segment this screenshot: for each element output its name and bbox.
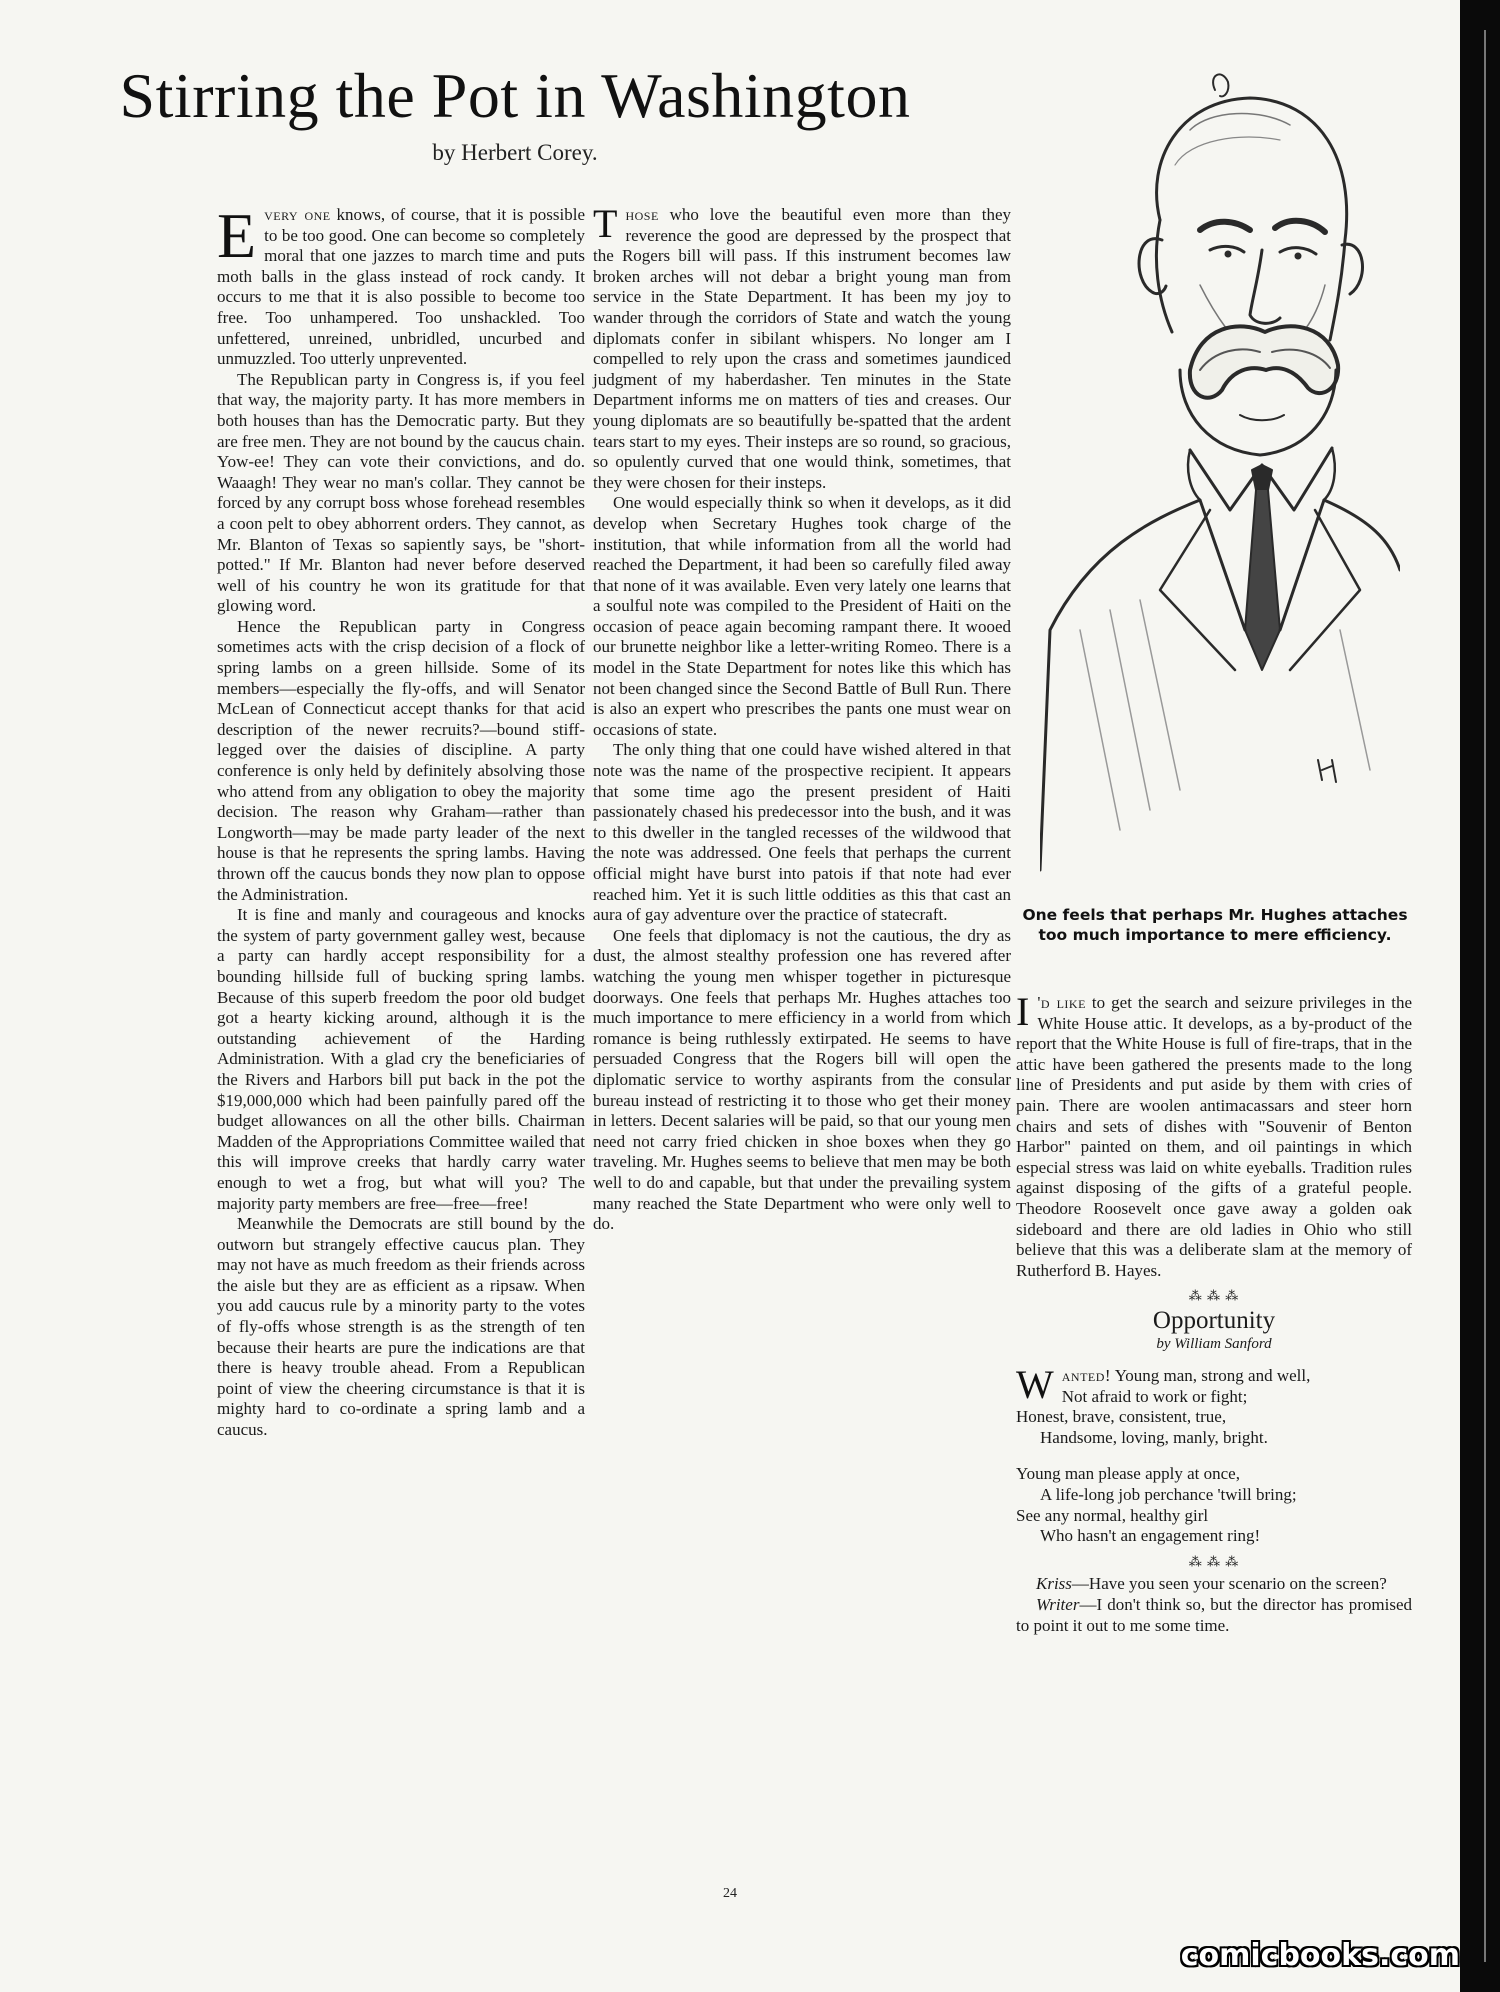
dialog-text: —Have you seen your scenario on the screen? <box>1071 1574 1387 1594</box>
joke-dialog <box>1016 1574 1412 1636</box>
column-2 <box>593 201 1011 1235</box>
paragraph: It is fine and manly and courageous and knocks the system of party government galley west, because a party can hardly accept responsibility for a bounding hillside full of bucking spring lambs. Because of this superb freedom the poor old budget got a hearty kicking around, although it is the outstanding achievement of the Harding Administration. With a glad cry the beneficiaries of the Rivers and Harbors bill put back in the pot the $19,000,000 which had been painfully pared off the budget allowances on all the other bills. Chairman Madden of the Appropriations Committee wailed that this will improve creeks that hardly carry water enough to wet a frog, but what will you? The majority party members are free—free—free! <box>217 905 585 1213</box>
article-title: Stirring the Pot in Washington <box>119 60 911 131</box>
lead-in: very one <box>264 205 331 224</box>
poem-title: Opportunity <box>1152 1306 1276 1334</box>
lead-in: 'd like <box>1037 993 1086 1012</box>
paragraph-text: knows, of course, that it is possible to be too good. One can become so completely moral that one jazzes to march time and puts moth balls in the glass instead of rock candy. It occurs to me that it is also possible to become too free. Too unhampered. Too unshackled. Too unfettered, unreined, unbridled, uncurbed and unmuzzled. Too utterly unprevented. <box>217 205 586 369</box>
watermark: comicbooks.com <box>1180 1938 1460 1973</box>
dialog-text: —I don't think so, but the director has promised to point it out to me some time. <box>1016 1595 1412 1635</box>
paragraph: One would especially think so when it develops, as it did develop when Secretary Hughes took charge of the institution, that while information from all the world had reached the Department, it had been so carefully filed away that none of it was available. Even very lately one learns that a soulful note was compiled to the President of Haiti on the occasion of peace again becoming rampant there. It wooed our brunette neighbor like a letter-writing Romeo. There is a model in the State Department for notes like this which has not been changed since the Second Battle of Bull Run. There is also an expert who prescribes the pants one must wear on occasions of state. <box>593 493 1011 739</box>
section-separator: ⁂ ⁂ ⁂ <box>1188 1288 1240 1304</box>
lead-in: anted! <box>1061 1366 1112 1386</box>
poem-line-text: Young man, strong and well, <box>1111 1366 1311 1386</box>
poem-line: Not afraid to work or fight; <box>1061 1386 1248 1406</box>
paragraph <box>593 201 1011 493</box>
speaker: Kriss <box>1036 1574 1072 1594</box>
illustration-caption: One feels that perhaps Mr. Hughes attaches too much importance to mere efficiency. <box>1022 906 1408 944</box>
dialog-line <box>1016 1574 1412 1595</box>
edge-line <box>1484 30 1486 1962</box>
paragraph: The only thing that one could have wished altered in that note was the name of the prospective recipient. It appears that some time ago the present president of Haiti passionately chased his predecessor into the bush, and it was to this dweller in the tangled recesses of the wildwood that the note was addressed. One feels that perhaps the current official might have burst into patois if that note had ever reached him. Yet it is such little oddities as this that cast an aura of gay adventure over the practice of statecraft. <box>593 740 1011 925</box>
paragraph-text: to get the search and seizure privileges in the White House attic. It develops, as a by-product of the report that the White House is full of fire-traps, that in the attic have been gathered the presents made to the long line of Presidents and put aside by them with cries of pain. There are woolen antimacassars and steer horn chairs and sets of dishes with "Souvenir of Benton Harbor" painted on them, and oil paintings in which especial stress was laid on white eyeballs. Tradition rules against disposing of the gifts of a grateful people. Theodore Roosevelt once gave away a golden oak sideboard and there are old ladies in Ohio who still believe that this was a deliberate slam at the memory of Rutherford B. Hayes. <box>1016 993 1412 1280</box>
drop-cap: I <box>1016 989 1030 1034</box>
paragraph <box>217 200 586 370</box>
article-byline: by Herbert Corey. <box>432 140 598 165</box>
poem-line: A life-long job perchance 'twill bring; <box>1040 1485 1297 1505</box>
drop-cap: T <box>593 201 618 246</box>
lead-in: hose <box>625 205 659 224</box>
paragraph-text: who love the beautiful even more than they reverence the good are depressed by the prospect that the Rogers bill will pass. If this instrument becomes law broken arches will not debar a bright young man from service in the State Department. It has been my joy to wander through the corridors of State and watch the young diplomats confer in sibilant whispers. No longer am I compelled to rely upon the crass and sometimes jaundiced judgment of my haberdasher. Ten minutes in the State Department informs me on matters of ties and creases. Our young diplomats are so beautifully be-spatted that the ardent tears start to my eyes. Their insteps are so round, so gracious, so opulently curved that one would think, sometimes, that they were chosen for their insteps. <box>593 205 1011 492</box>
poem-line: See any normal, healthy girl <box>1016 1505 1209 1525</box>
paragraph: One feels that diplomacy is not the cautious, the dry as dust, the almost stealthy profession one has revered after watching the young men whisper together in picturesque doorways. One feels that perhaps Mr. Hughes attaches too much importance to mere efficiency in a world from which romance is being ruthlessly extirpated. He seems to have persuaded Congress that the Rogers bill will open the diplomatic service to worthy aspirants from the consular bureau instead of restricting it to those who get their money in letters. Decent salaries will be paid, so that our young men need not carry fried chicken in shoe boxes when they go traveling. Mr. Hughes seems to believe that men may be both well to do and capable, but that under the prevailing system many reached the State Department who were only well to do. <box>593 925 1011 1234</box>
paragraph: Meanwhile the Democrats are still bound by the outworn but strangely effective caucus plan. They may not have as much freedom as their friends across the aisle but they are as efficient as a ripsaw. When you add caucus rule by a minority party to the votes of fly-offs whose strength is as the strength of ten because their hearts are pure the indications are that there is heavy trouble ahead. From a Republican point of view the cheering circumstance is that it is mighty hard to co-ordinate a spring lamb and a caucus. <box>217 1214 585 1440</box>
dialog-line <box>1016 1595 1412 1636</box>
poem-line: Who hasn't an engagement ring! <box>1040 1526 1261 1546</box>
stanza-break <box>1016 1448 1412 1464</box>
paragraph: The Republican party in Congress is, if you feel that way, the majority party. It has more members in both houses than has the Democratic party. But they are free men. They are not bound by the caucus chain. Yow-ee! They can vote their convictions, and do. Waaagh! They wear no man's collar. They cannot be forced by any corrupt boss whose forehead resembles a coon pelt to obey abhorrent orders. They cannot, as Mr. Blanton of Texas so sapiently says, be "short-potted." If Mr. Blanton had never before deserved well of his country he won its gratitude for that glowing word. <box>217 369 585 616</box>
poem-byline: by William Sanford <box>1156 1335 1272 1352</box>
drop-cap: W <box>1016 1362 1054 1408</box>
poem <box>1016 1362 1412 1547</box>
paragraph: Hence the Republican party in Congress sometimes acts with the crisp decision of a flock of spring lambs on a green hillside. Some of its members—especially the fly-offs, and will Senator McLean of Connecticut accept thanks for that acid description of the newer recruits?—bound stiff-legged over the daisies of discipline. A party conference is only held by definitely absolving those who attend from any obligation to obey the majority decision. The reason why Graham—rather than Longworth—may be made party leader of the next house is that he represents the spring lambs. Having thrown off the caucus bonds they now plan to oppose the Administration. <box>217 616 585 904</box>
poem-line: Young man please apply at once, <box>1016 1464 1240 1484</box>
drop-cap: E <box>217 200 257 271</box>
caricature-illustration <box>1040 70 1400 890</box>
section-separator: ⁂ ⁂ ⁂ <box>1188 1553 1240 1569</box>
poem-line: Honest, brave, consistent, true, <box>1016 1407 1227 1427</box>
page-number: 24 <box>723 1886 737 1901</box>
column-1 <box>217 200 586 1441</box>
column-3 <box>1016 989 1412 1636</box>
binding-edge <box>1460 0 1500 1992</box>
paragraph <box>1016 989 1412 1281</box>
speaker: Writer <box>1036 1595 1080 1615</box>
poem-line: Handsome, loving, manly, bright. <box>1040 1427 1268 1447</box>
